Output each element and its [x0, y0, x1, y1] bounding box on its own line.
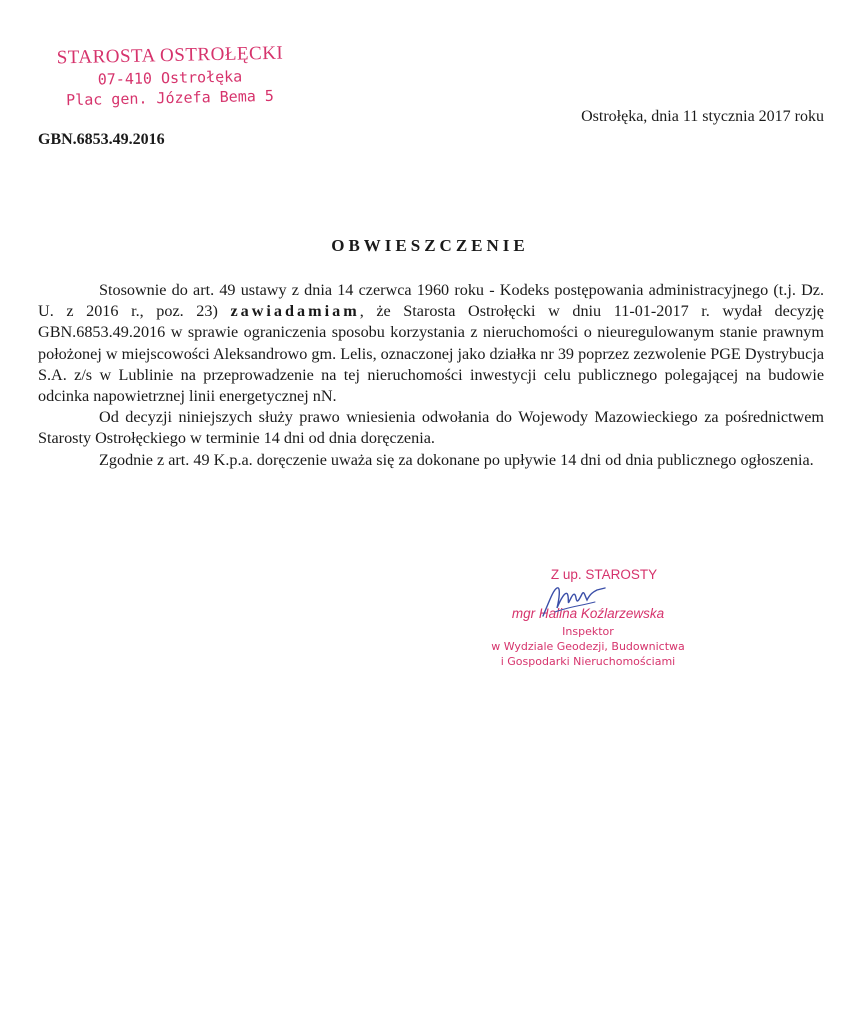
case-number: GBN.6853.49.2016 [38, 131, 165, 148]
handwritten-signature [535, 582, 615, 622]
signature-authority-line: Z up. STAROSTY [550, 567, 658, 582]
body-paragraph-1 [38, 280, 824, 407]
signatory-position: Inspektor [562, 625, 614, 638]
emphasized-word: zawiadamiam [230, 302, 360, 321]
paragraph-1-text-a: Stosownie do art. 49 ustawy z dnia 14 czerwca 1960 roku - Kodeks postępowania administracyjnego (t.j. Dz. U. z 2016 r., poz. 23) [38, 281, 824, 321]
stamp-postal-city: 07-410 Ostrołęka [97, 67, 243, 89]
body-paragraph-3: Zgodnie z art. 49 K.p.a. doręczenie uważa się za dokonane po upływie 14 dni od dnia publicznego ogłoszenia. [99, 450, 814, 469]
body-paragraph-2: Od decyzji niniejszych służy prawo wniesienia odwołania do Wojewody Mazowieckiego za pośrednictwem Starosty Ostrołęckiego w terminie 14 dni od dnia doręczenia. [38, 408, 824, 448]
document-body [38, 280, 824, 471]
signatory-name: mgr Halina Koźlarzewska [511, 606, 665, 621]
office-stamp [50, 44, 290, 108]
stamp-office-name: STAROSTA OSTROŁĘCKI [56, 42, 284, 69]
signatory-department-line-2: i Gospodarki Nieruchomościami [500, 655, 676, 668]
signatory-department-line-1: w Wydziale Geodezji, Budownictwa [491, 640, 685, 653]
document-title: OBWIESZCZENIE [331, 236, 529, 255]
stamp-street-address: Plac gen. Józefa Bema 5 [65, 86, 275, 110]
place-and-date: Ostrołęka, dnia 11 stycznia 2017 roku [581, 108, 824, 125]
paragraph-1-text-b: , że Starosta Ostrołęcki w dniu 11-01-2017 r. wydał decyzję GBN.6853.49.2016 w sprawie ograniczenia sposobu korzystania z nieruchomości o nieuregulowanym stanie prawnym położonej w miejscowości Aleksandrowo gm. Lelis, oznaczonej jako działka nr 39 poprzez zezwolenie PGE Dystrybucja S.A. z/s w Lublinie na przeprowadzenie na tej nieruchomości inwestycji celu publicznego polegającej na budowie odcinka napowietrznej linii energetycznej nN. [38, 302, 824, 406]
